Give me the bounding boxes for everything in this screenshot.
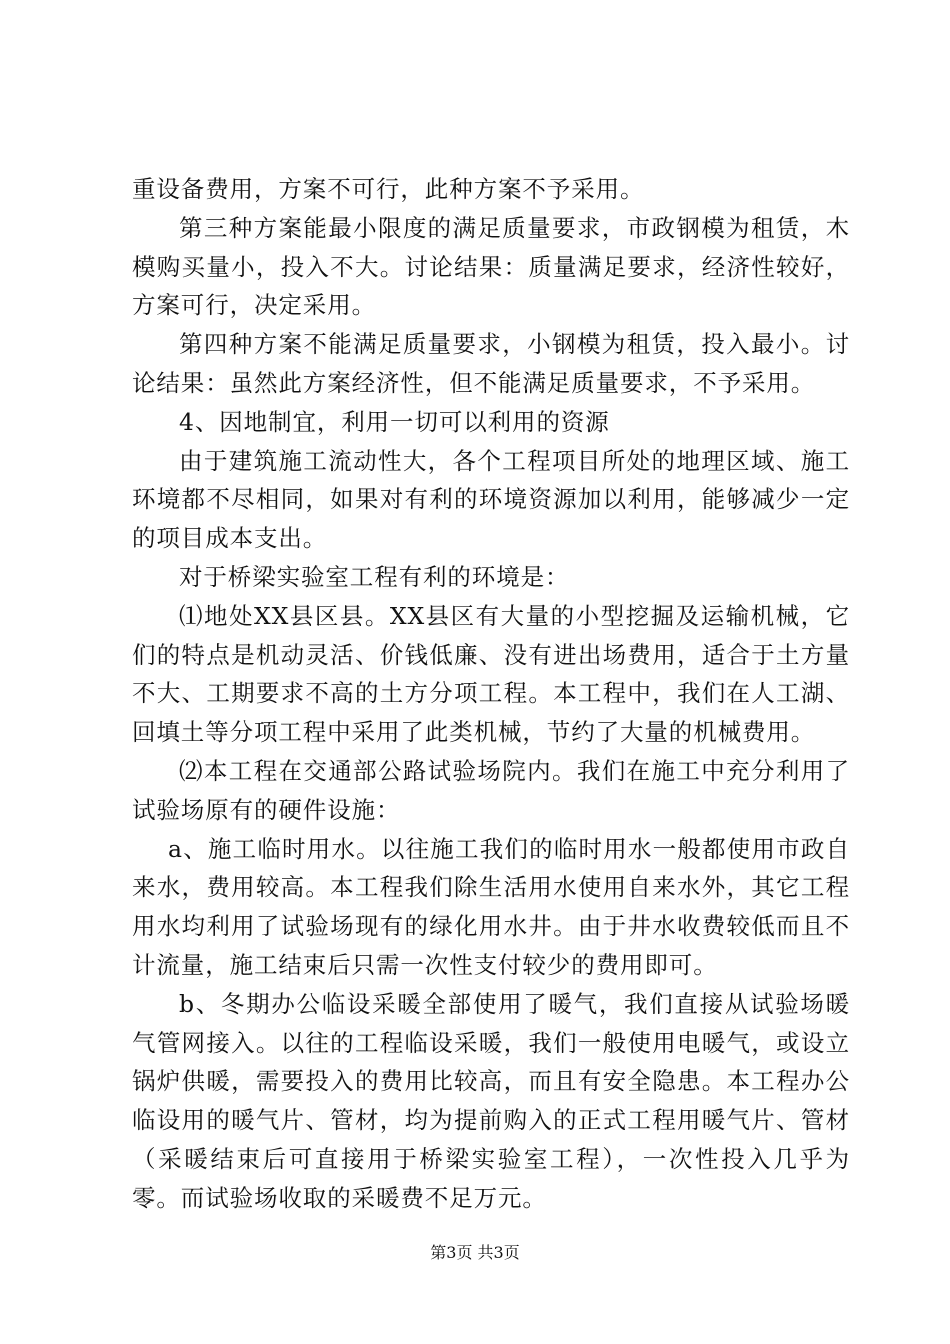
paragraph-item-b: b、冬期办公临设采暖全部使用了暖气，我们直接从试验场暖气管网接入。以往的工程临设采暖，我们一般使用电暖气，或设立锅炉供暖，需要投入的费用比较高，而且有安全隐患。本工程办公临设用的暖气片、管材，均为提前购入的正式工程用暖气片、管材（采暖结束后可直接用于桥梁实验室工程），一次性投入几乎为零。而试验场收取的采暖费不足万元。: [132, 989, 850, 1212]
paragraph-item-a: a、施工临时用水。以往施工我们的临时用水一般都使用市政自来水，费用较高。本工程我们除生活用水使用自来水外，其它工程用水均利用了试验场现有的绿化用水井。由于井水收费较低而且不计流量，施工结束后只需一次性支付较少的费用即可。: [132, 834, 850, 979]
page-footer: [0, 1241, 950, 1265]
paragraph-option-four: 第四种方案不能满足质量要求，小钢模为租赁，投入最小。讨论结果：虽然此方案经济性，但不能满足质量要求，不予采用。: [132, 330, 850, 397]
paragraph-option-three: 第三种方案能最小限度的满足质量要求，市政钢模为租赁，木模购买量小，投入不大。讨论结果：质量满足要求，经济性较好，方案可行，决定采用。: [132, 213, 850, 320]
paragraph-item-1: ⑴地处XX县区县。XX县区有大量的小型挖掘及运输机械，它们的特点是机动灵活、价钱低廉、没有进出场费用，适合于土方量不大、工期要求不高的土方分项工程。本工程中，我们在人工湖、回填土等分项工程中采用了此类机械，节约了大量的机械费用。: [132, 601, 850, 747]
paragraph-mobility: 由于建筑施工流动性大，各个工程项目所处的地理区域、施工环境都不尽相同，如果对有利的环境资源加以利用，能够减少一定的项目成本支出。: [132, 446, 850, 553]
paragraph-favorable-environment: 对于桥梁实验室工程有利的环境是：: [179, 562, 570, 591]
paragraph-item-2: ⑵本工程在交通部公路试验场院内。我们在施工中充分利用了试验场原有的硬件设施：: [132, 756, 850, 824]
document-body: [132, 170, 850, 1218]
paragraph-continuation: 重设备费用，方案不可行，此种方案不予采用。: [132, 175, 645, 203]
page-number-label: 第3页 共3页: [430, 1243, 520, 1262]
section-heading-4: 4、因地制宜，利用一切可以利用的资源: [179, 407, 610, 436]
